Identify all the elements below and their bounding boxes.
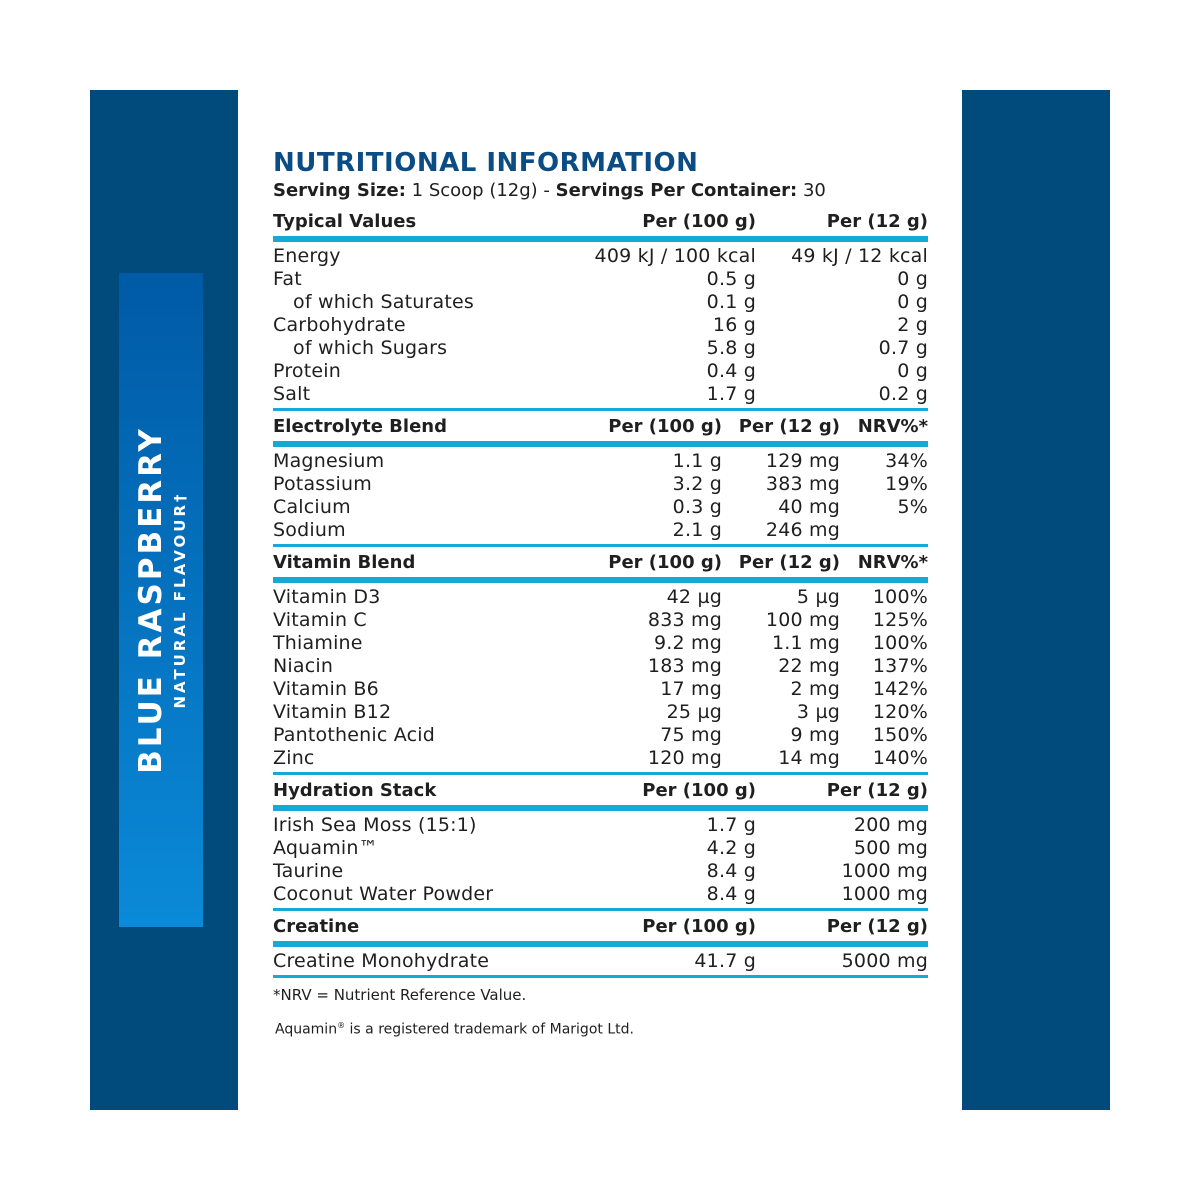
table-row — [273, 449, 928, 472]
table-row — [273, 723, 928, 746]
right-color-band — [962, 90, 1110, 1110]
nutrient-name: of which Sugars — [293, 336, 448, 359]
value-per-12g: 1000 mg — [841, 859, 928, 882]
table-row — [273, 336, 928, 359]
table-row — [273, 472, 928, 495]
value-per-100g: 25 µg — [666, 700, 722, 723]
nutrient-name: Carbohydrate — [273, 313, 406, 336]
value-per-100g: 16 g — [712, 313, 756, 336]
value-per-100g: 0.3 g — [672, 495, 722, 518]
header-label: Vitamin Blend — [273, 551, 416, 573]
servings-per-container-label: Servings Per Container: — [555, 180, 798, 201]
value-per-12g: 0 g — [897, 359, 928, 382]
nutrient-name: Fat — [273, 267, 302, 290]
value-per-12g: 2 mg — [790, 677, 840, 700]
creatine-rows — [273, 947, 928, 978]
nutrient-name: Taurine — [273, 859, 344, 882]
nutrient-name: Coconut Water Powder — [273, 882, 494, 905]
value-per-12g: 246 mg — [765, 518, 840, 541]
value-per-100g: 5.8 g — [706, 336, 756, 359]
nutrient-name: Vitamin C — [273, 608, 367, 631]
table-row — [273, 654, 928, 677]
value-per-100g: 8.4 g — [706, 882, 756, 905]
header-per-100g: Per (100 g) — [608, 415, 722, 437]
table-row — [273, 608, 928, 631]
serving-size-value: 1 Scoop (12g) - — [405, 180, 556, 201]
table-row — [273, 949, 928, 972]
electrolyte-blend-rows — [273, 447, 928, 547]
value-per-12g: 0 g — [897, 267, 928, 290]
value-per-100g: 183 mg — [647, 654, 722, 677]
nutrient-name: Creatine Monohydrate — [273, 949, 490, 972]
value-per-12g: 49 kJ / 12 kcal — [791, 244, 928, 267]
value-per-12g: 5000 mg — [841, 949, 928, 972]
table-row — [273, 859, 928, 882]
vitamin-blend-rows — [273, 583, 928, 775]
header-nrv: NRV%* — [857, 415, 928, 437]
nutrient-name: Vitamin B12 — [273, 700, 392, 723]
header-per-12g: Per (12 g) — [826, 779, 928, 801]
value-per-100g: 9.2 mg — [653, 631, 722, 654]
header-per-100g: Per (100 g) — [642, 779, 756, 801]
value-nrv: 125% — [872, 608, 928, 631]
header-per-100g: Per (100 g) — [608, 551, 722, 573]
header-label: Hydration Stack — [273, 779, 437, 801]
nutrient-name: Calcium — [273, 495, 351, 518]
value-per-100g: 4.2 g — [706, 836, 756, 859]
typical-values-header — [273, 206, 928, 242]
servings-per-container-value: 30 — [797, 180, 826, 201]
value-nrv: 100% — [872, 585, 928, 608]
value-per-12g: 5 µg — [796, 585, 840, 608]
nutrient-name: Vitamin B6 — [273, 677, 379, 700]
value-per-100g: 2.1 g — [672, 518, 722, 541]
value-per-12g: 1.1 mg — [771, 631, 840, 654]
electrolyte-blend-header — [273, 411, 928, 447]
registered-mark: ® — [337, 1021, 346, 1030]
value-nrv: 120% — [872, 700, 928, 723]
flavour-name: BLUE RASPBERRY — [133, 426, 169, 774]
value-nrv: 142% — [872, 677, 928, 700]
value-per-100g: 75 mg — [660, 723, 722, 746]
value-per-100g: 0.5 g — [706, 267, 756, 290]
value-per-100g: 17 mg — [660, 677, 722, 700]
nutrient-name: Potassium — [273, 472, 372, 495]
nutrient-name: Irish Sea Moss (15:1) — [273, 813, 477, 836]
trademark-text: is a registered trademark of Marigot Ltd. — [345, 1021, 634, 1038]
header-per-100g: Per (100 g) — [642, 210, 756, 232]
header-label: Creatine — [273, 915, 360, 937]
value-per-100g: 1.1 g — [672, 449, 722, 472]
nutrient-name: Vitamin D3 — [273, 585, 381, 608]
value-per-12g: 14 mg — [778, 746, 840, 769]
nutrient-name: Energy — [273, 244, 341, 267]
value-per-100g: 120 mg — [647, 746, 722, 769]
header-per-12g: Per (12 g) — [826, 915, 928, 937]
value-per-12g: 100 mg — [765, 608, 840, 631]
value-per-12g: 22 mg — [778, 654, 840, 677]
panel-title: NUTRITIONAL INFORMATION — [273, 148, 699, 178]
nrv-footnote: *NRV = Nutrient Reference Value. — [273, 986, 527, 1004]
header-per-12g: Per (12 g) — [738, 551, 840, 573]
value-nrv: 5% — [897, 495, 928, 518]
value-nrv: 34% — [885, 449, 928, 472]
table-row — [273, 813, 928, 836]
table-row — [273, 882, 928, 905]
value-nrv: 19% — [885, 472, 928, 495]
value-nrv: 100% — [872, 631, 928, 654]
table-row — [273, 267, 928, 290]
value-nrv: 140% — [872, 746, 928, 769]
nutrient-name: Protein — [273, 359, 342, 382]
value-per-100g: 833 mg — [647, 608, 722, 631]
value-per-12g: 1000 mg — [841, 882, 928, 905]
serving-size-label: Serving Size: — [273, 180, 406, 201]
header-label: Typical Values — [273, 210, 417, 232]
nutrient-name: Salt — [273, 382, 311, 405]
value-per-12g: 2 g — [897, 313, 928, 336]
nutrient-name: Pantothenic Acid — [273, 723, 436, 746]
value-per-100g: 0.1 g — [706, 290, 756, 313]
header-per-100g: Per (100 g) — [642, 915, 756, 937]
table-row — [273, 700, 928, 723]
value-per-12g: 129 mg — [765, 449, 840, 472]
value-per-12g: 0.2 g — [878, 382, 928, 405]
table-row — [273, 359, 928, 382]
table-row — [273, 518, 928, 541]
nutrient-name: Niacin — [273, 654, 334, 677]
value-per-100g: 41.7 g — [694, 949, 756, 972]
nutrient-name: Thiamine — [273, 631, 363, 654]
value-per-12g: 3 µg — [796, 700, 840, 723]
hydration-stack-header — [273, 775, 928, 811]
table-row — [273, 290, 928, 313]
table-row — [273, 382, 928, 405]
value-nrv: 150% — [872, 723, 928, 746]
value-nrv: 137% — [872, 654, 928, 677]
value-per-100g: 1.7 g — [706, 813, 756, 836]
value-per-100g: 1.7 g — [706, 382, 756, 405]
trademark-brand: Aquamin — [275, 1021, 338, 1038]
value-per-12g: 0 g — [897, 290, 928, 313]
nutrient-name: Zinc — [273, 746, 315, 769]
flavour-label-box — [119, 273, 203, 927]
hydration-stack-rows — [273, 811, 928, 911]
flavour-subtitle: NATURAL FLAVOUR† — [171, 491, 189, 709]
creatine-header — [273, 911, 928, 947]
header-per-12g: Per (12 g) — [826, 210, 928, 232]
header-nrv: NRV%* — [857, 551, 928, 573]
vitamin-blend-header — [273, 547, 928, 583]
value-per-100g: 3.2 g — [672, 472, 722, 495]
value-per-100g: 42 µg — [666, 585, 722, 608]
table-row — [273, 244, 928, 267]
nutrient-name: of which Saturates — [293, 290, 475, 313]
header-per-12g: Per (12 g) — [738, 415, 840, 437]
typical-values-rows — [273, 242, 928, 411]
nutrient-name: Aquamin™ — [273, 836, 378, 859]
table-row — [273, 631, 928, 654]
value-per-12g: 200 mg — [853, 813, 928, 836]
trademark-footnote — [273, 1016, 928, 1040]
header-label: Electrolyte Blend — [273, 415, 447, 437]
value-per-100g: 8.4 g — [706, 859, 756, 882]
nutrition-panel — [273, 148, 928, 1040]
value-per-100g: 0.4 g — [706, 359, 756, 382]
table-row — [273, 746, 928, 769]
table-row — [273, 677, 928, 700]
table-row — [273, 585, 928, 608]
value-per-100g: 409 kJ / 100 kcal — [594, 244, 756, 267]
value-per-12g: 9 mg — [790, 723, 840, 746]
serving-info — [273, 178, 928, 204]
nutrient-name: Sodium — [273, 518, 346, 541]
table-row — [273, 495, 928, 518]
nutrient-name: Magnesium — [273, 449, 385, 472]
value-per-12g: 383 mg — [765, 472, 840, 495]
table-row — [273, 313, 928, 336]
value-per-12g: 40 mg — [778, 495, 840, 518]
value-per-12g: 500 mg — [853, 836, 928, 859]
table-row — [273, 836, 928, 859]
value-per-12g: 0.7 g — [878, 336, 928, 359]
